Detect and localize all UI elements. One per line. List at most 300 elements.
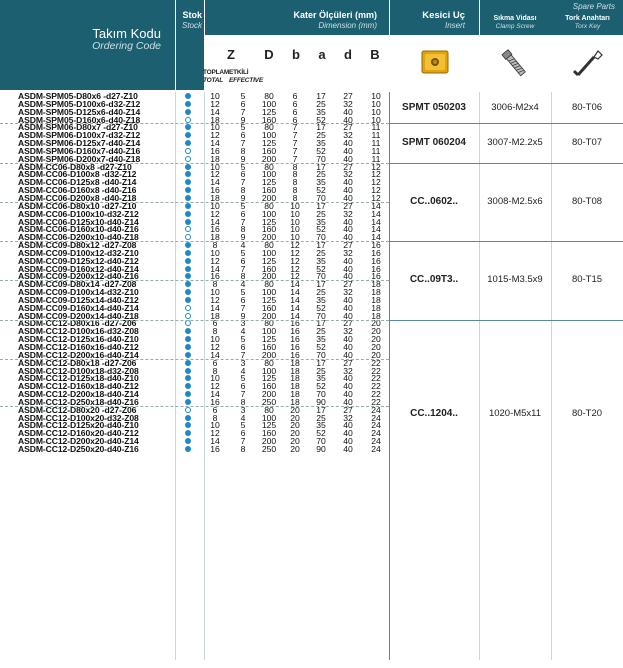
z-effective: 3 xyxy=(240,404,246,415)
row-subgroup-divider xyxy=(0,202,389,203)
col-b: b xyxy=(292,47,300,62)
z-effective: 6 xyxy=(240,294,246,305)
dim-a: 52 xyxy=(316,185,326,196)
dim-b: 7 xyxy=(292,138,298,149)
z-total: 14 xyxy=(210,349,220,360)
z-effective: 5 xyxy=(240,334,246,345)
dim-b: 16 xyxy=(290,349,300,360)
dim-D: 125 xyxy=(261,177,277,188)
z-effective: 9 xyxy=(240,192,246,203)
spare-parts-cells xyxy=(480,15,623,92)
z-effective: 4 xyxy=(240,326,246,337)
ordering-code: ASDM-CC09-D80x12 -d27-Z08 xyxy=(18,240,137,251)
col-a: a xyxy=(318,47,326,62)
z-total: 8 xyxy=(212,365,218,376)
dim-D: 80 xyxy=(264,200,274,211)
dim-a: 25 xyxy=(316,287,326,298)
dim-B: 16 xyxy=(371,240,381,251)
dim-B: 22 xyxy=(371,389,381,400)
dim-d: 40 xyxy=(343,443,353,454)
z-effective: 6 xyxy=(240,255,246,266)
dim-D: 100 xyxy=(261,287,277,298)
dim-b: 8 xyxy=(292,169,298,180)
z-effective: 4 xyxy=(240,240,246,251)
dim-B: 12 xyxy=(371,169,381,180)
z-total: 14 xyxy=(210,177,220,188)
z-total: 6 xyxy=(212,318,218,329)
z-effective: 7 xyxy=(240,389,246,400)
z-total: 14 xyxy=(210,436,220,447)
torx-key-icon xyxy=(568,43,608,83)
ordering-code: ASDM-CC09-D200x14-d40-Z18 xyxy=(18,310,139,321)
dim-a: 35 xyxy=(316,255,326,266)
dim-D: 100 xyxy=(261,365,277,376)
out-of-stock-icon xyxy=(185,156,191,162)
clamp-screw-subtitle: Clamp Screw xyxy=(495,23,535,30)
dim-a: 70 xyxy=(316,192,326,203)
row-subgroup-divider xyxy=(0,280,389,281)
in-stock-icon xyxy=(185,164,191,170)
z-total: 8 xyxy=(212,279,218,290)
dim-B: 11 xyxy=(371,122,381,133)
z-effective: 8 xyxy=(240,396,246,407)
dim-a: 90 xyxy=(316,443,326,454)
dim-a: 35 xyxy=(316,138,326,149)
in-stock-icon xyxy=(185,430,191,436)
z-total: 12 xyxy=(210,428,220,439)
z-total-label-en: TOTAL xyxy=(203,77,224,84)
dim-d: 27 xyxy=(343,161,353,172)
z-effective: 8 xyxy=(240,145,246,156)
dim-D: 100 xyxy=(261,326,277,337)
ordering-code: ASDM-SPM05-D80x6 -d27-Z10 xyxy=(18,91,138,101)
dim-a: 35 xyxy=(316,294,326,305)
z-total: 12 xyxy=(210,294,220,305)
ordering-code: ASDM-CC06-D80x8 -d27-Z10 xyxy=(18,161,132,172)
dim-a: 25 xyxy=(316,130,326,141)
dim-D: 100 xyxy=(261,247,277,258)
torx-key-code: 80-T06 xyxy=(571,101,603,113)
z-effective: 5 xyxy=(240,122,246,133)
z-total: 12 xyxy=(210,169,220,180)
dim-B: 11 xyxy=(371,138,381,149)
stock-subtitle: Stock xyxy=(181,21,202,30)
z-total: 12 xyxy=(210,255,220,266)
ordering-code: ASDM-CC06-D80x10 -d27-Z10 xyxy=(18,200,137,211)
in-stock-icon xyxy=(185,187,191,193)
in-stock-icon xyxy=(185,273,191,279)
dim-d: 27 xyxy=(343,91,353,101)
dim-b: 10 xyxy=(290,200,300,211)
in-stock-icon xyxy=(185,124,191,130)
dim-B: 22 xyxy=(371,381,381,392)
clamp-screw-code: 3006-M2x4 xyxy=(491,101,539,113)
dim-d: 40 xyxy=(343,138,353,149)
z-effective: 5 xyxy=(240,247,246,258)
ordering-code: ASDM-CC06-D125x8 -d40-Z14 xyxy=(18,177,137,188)
torx-key-code: 80-T08 xyxy=(571,195,603,207)
ordering-code: ASDM-SPM06-D125x7-d40-Z14 xyxy=(18,138,141,149)
dim-D: 200 xyxy=(261,349,277,360)
z-effective-label-en: EFFECTIVE xyxy=(229,77,263,84)
dim-b: 8 xyxy=(292,185,298,196)
ordering-code: ASDM-CC09-D200x12-d40-Z16 xyxy=(18,271,139,282)
z-total: 6 xyxy=(212,404,218,415)
torx-key-subtitle: Torx Key xyxy=(574,23,601,30)
dim-D: 125 xyxy=(261,373,277,384)
out-of-stock-icon xyxy=(185,407,191,413)
dim-B: 16 xyxy=(371,247,381,258)
dim-d: 40 xyxy=(343,294,353,305)
in-stock-icon xyxy=(185,352,191,358)
out-of-stock-icon xyxy=(185,313,191,319)
dim-D: 125 xyxy=(261,255,277,266)
ordering-code: ASDM-SPM05-D160x6-d40-Z18 xyxy=(18,114,141,125)
dimensions-subtitle: Dimension (mm) xyxy=(318,21,377,30)
dim-B: 20 xyxy=(371,349,381,360)
row-group-divider xyxy=(0,123,389,124)
ordering-code: ASDM-SPM06-D80x7 -d27-Z10 xyxy=(18,122,138,133)
in-stock-icon xyxy=(185,336,191,342)
dim-B: 22 xyxy=(371,373,381,384)
dim-b: 7 xyxy=(292,130,298,141)
dim-b: 12 xyxy=(290,271,300,282)
z-effective: 5 xyxy=(240,161,246,172)
in-stock-icon xyxy=(185,250,191,256)
ordering-code-title: Takım Kodu xyxy=(92,26,161,41)
z-total: 18 xyxy=(210,310,220,321)
dim-b: 10 xyxy=(290,232,300,243)
dim-D: 160 xyxy=(261,302,277,313)
dim-D: 80 xyxy=(264,161,274,172)
dim-B: 24 xyxy=(371,404,381,415)
dim-d: 32 xyxy=(343,412,353,423)
dim-d: 40 xyxy=(343,436,353,447)
dim-b: 14 xyxy=(290,310,300,321)
dim-D: 100 xyxy=(261,169,277,180)
table-row xyxy=(0,445,623,453)
insert-code: CC..0602.. xyxy=(410,195,458,207)
group-divider xyxy=(389,241,623,242)
dim-D: 125 xyxy=(261,334,277,345)
z-total: 18 xyxy=(210,232,220,243)
dim-D: 160 xyxy=(261,114,277,125)
ordering-code: ASDM-SPM06-D200x7-d40-Z18 xyxy=(18,153,141,164)
dim-d: 40 xyxy=(343,342,353,352)
z-total: 14 xyxy=(210,106,220,117)
col-B: B xyxy=(370,47,380,62)
z-total: 12 xyxy=(210,208,220,219)
in-stock-icon xyxy=(185,438,191,444)
dim-a: 52 xyxy=(316,342,326,352)
dim-b: 14 xyxy=(290,279,300,290)
group-divider xyxy=(389,123,623,124)
z-total: 16 xyxy=(210,224,220,235)
dim-D: 160 xyxy=(261,185,277,196)
z-effective: 6 xyxy=(240,428,246,439)
ordering-code: ASDM-CC06-D100x8 -d32-Z12 xyxy=(18,169,137,180)
square-insert-icon xyxy=(420,47,450,77)
dim-d: 40 xyxy=(343,428,353,439)
in-stock-icon xyxy=(185,422,191,428)
dim-a: 17 xyxy=(316,240,326,251)
dim-B: 10 xyxy=(371,114,381,125)
dim-a: 17 xyxy=(316,318,326,329)
z-total: 16 xyxy=(210,396,220,407)
in-stock-icon xyxy=(185,93,191,99)
dim-d: 40 xyxy=(343,255,353,266)
dim-a: 35 xyxy=(316,373,326,384)
z-total: 10 xyxy=(210,334,220,345)
dim-d: 40 xyxy=(343,373,353,384)
group-divider xyxy=(389,320,623,321)
header-ordering-code xyxy=(0,0,175,90)
row-group-divider xyxy=(0,163,389,164)
dim-B: 20 xyxy=(371,326,381,337)
z-effective: 5 xyxy=(240,373,246,384)
row-subgroup-divider xyxy=(0,359,389,360)
in-stock-icon xyxy=(185,258,191,264)
dim-b: 8 xyxy=(292,177,298,188)
z-total: 16 xyxy=(210,145,220,156)
dim-D: 80 xyxy=(264,91,274,101)
dim-b: 6 xyxy=(292,91,298,101)
dim-b: 8 xyxy=(292,161,298,172)
dim-b: 20 xyxy=(290,412,300,423)
z-total: 8 xyxy=(212,412,218,423)
dim-d: 40 xyxy=(343,192,353,203)
ordering-code: ASDM-CC06-D125x10-d40-Z14 xyxy=(18,216,139,227)
dim-d: 40 xyxy=(343,420,353,431)
z-total-label: TOPLAM xyxy=(203,69,230,76)
z-total: 16 xyxy=(210,185,220,196)
dim-a: 25 xyxy=(316,98,326,109)
clamp-screw-code: 3007-M2.2x5 xyxy=(487,137,543,149)
ordering-code: ASDM-CC12-D200x16-d40-Z14 xyxy=(18,349,139,360)
stock-title: Stok xyxy=(182,10,202,20)
ordering-code: ASDM-CC12-D80x18 -d27-Z06 xyxy=(18,357,137,368)
z-effective: 7 xyxy=(240,302,246,313)
dim-a: 17 xyxy=(316,122,326,133)
dim-a: 70 xyxy=(316,389,326,400)
dim-d: 40 xyxy=(343,334,353,345)
dim-b: 16 xyxy=(290,326,300,337)
dim-d: 27 xyxy=(343,279,353,290)
dim-d: 40 xyxy=(343,396,353,407)
in-stock-icon xyxy=(185,242,191,248)
ordering-code: ASDM-CC06-D160x10-d40-Z16 xyxy=(18,224,139,235)
header-stock xyxy=(176,0,204,90)
in-stock-icon xyxy=(185,360,191,366)
ordering-code: ASDM-CC12-D125x18-d40-Z10 xyxy=(18,373,139,384)
ordering-code: ASDM-SPM06-D100x7-d32-Z12 xyxy=(18,130,141,141)
dim-D: 80 xyxy=(264,357,274,368)
dim-b: 18 xyxy=(290,357,300,368)
insert-code: CC..1204.. xyxy=(410,407,458,419)
dim-a: 52 xyxy=(316,145,326,156)
ordering-code: ASDM-CC09-D100x12-d32-Z10 xyxy=(18,247,139,258)
clamp-screw-code: 1015-M3.5x9 xyxy=(487,274,543,286)
dim-D: 160 xyxy=(261,145,277,156)
dim-D: 160 xyxy=(261,263,277,274)
dim-a: 52 xyxy=(316,381,326,392)
dim-B: 10 xyxy=(371,98,381,109)
dim-d: 27 xyxy=(343,240,353,251)
dim-D: 160 xyxy=(261,342,277,352)
dim-a: 25 xyxy=(316,365,326,376)
dim-d: 27 xyxy=(343,318,353,329)
dim-b: 16 xyxy=(290,334,300,345)
dim-B: 18 xyxy=(371,279,381,290)
dim-b: 7 xyxy=(292,122,298,133)
ordering-code: ASDM-CC12-D160x18-d40-Z12 xyxy=(18,381,139,392)
dim-a: 52 xyxy=(316,114,326,125)
torx-key-code: 80-T07 xyxy=(571,137,603,149)
in-stock-icon xyxy=(185,415,191,421)
in-stock-icon xyxy=(185,375,191,381)
dim-b: 20 xyxy=(290,404,300,415)
dim-B: 22 xyxy=(371,396,381,407)
z-total: 6 xyxy=(212,357,218,368)
dim-D: 160 xyxy=(261,428,277,439)
z-effective: 8 xyxy=(240,443,246,454)
dim-d: 32 xyxy=(343,365,353,376)
dim-a: 70 xyxy=(316,349,326,360)
dim-B: 16 xyxy=(371,263,381,274)
clamp-screw-header xyxy=(480,13,550,33)
dim-b: 6 xyxy=(292,98,298,109)
dim-a: 17 xyxy=(316,161,326,172)
dim-d: 40 xyxy=(343,224,353,235)
dim-a: 70 xyxy=(316,232,326,243)
ordering-code: ASDM-CC12-D80x20 -d27-Z06 xyxy=(18,404,137,415)
z-total: 14 xyxy=(210,216,220,227)
z-total: 16 xyxy=(210,443,220,454)
ordering-code: ASDM-CC12-D160x16-d40-Z12 xyxy=(18,342,139,352)
dim-B: 10 xyxy=(371,106,381,117)
in-stock-icon xyxy=(185,195,191,201)
z-effective: 9 xyxy=(240,153,246,164)
in-stock-icon xyxy=(185,171,191,177)
insert-image-cell xyxy=(390,35,479,92)
out-of-stock-icon xyxy=(185,117,191,123)
dim-B: 16 xyxy=(371,255,381,266)
z-total: 10 xyxy=(210,122,220,133)
dim-b: 12 xyxy=(290,255,300,266)
dim-a: 17 xyxy=(316,200,326,211)
ordering-code-subtitle: Ordering Code xyxy=(92,40,161,52)
dim-b: 14 xyxy=(290,294,300,305)
dim-d: 40 xyxy=(343,232,353,243)
dim-d: 32 xyxy=(343,247,353,258)
z-effective: 4 xyxy=(240,365,246,376)
dim-B: 16 xyxy=(371,271,381,282)
ordering-code: ASDM-CC12-D250x18-d40-Z16 xyxy=(18,396,139,407)
z-effective: 7 xyxy=(240,138,246,149)
dim-a: 17 xyxy=(316,404,326,415)
ordering-code: ASDM-CC06-D160x8 -d40-Z16 xyxy=(18,185,137,196)
z-effective: 4 xyxy=(240,412,246,423)
dim-b: 10 xyxy=(290,224,300,235)
z-effective: 6 xyxy=(240,130,246,141)
dim-a: 35 xyxy=(316,420,326,431)
in-stock-icon xyxy=(185,266,191,272)
z-effective: 6 xyxy=(240,208,246,219)
dim-b: 16 xyxy=(290,342,300,352)
dim-b: 14 xyxy=(290,302,300,313)
spare-parts-title: Spare Parts xyxy=(572,2,615,11)
screw-icon xyxy=(494,43,534,83)
z-effective: 5 xyxy=(240,287,246,298)
out-of-stock-icon xyxy=(185,226,191,232)
dim-D: 200 xyxy=(261,389,277,400)
dim-B: 22 xyxy=(371,365,381,376)
out-of-stock-icon xyxy=(185,320,191,326)
z-total: 18 xyxy=(210,192,220,203)
dim-D: 80 xyxy=(264,240,274,251)
z-total: 14 xyxy=(210,389,220,400)
dim-B: 20 xyxy=(371,342,381,352)
z-effective: 9 xyxy=(240,114,246,125)
out-of-stock-icon xyxy=(185,305,191,311)
ordering-code: ASDM-CC09-D125x14-d40-Z12 xyxy=(18,294,139,305)
in-stock-icon xyxy=(185,132,191,138)
z-total: 10 xyxy=(210,200,220,211)
dim-D: 100 xyxy=(261,98,277,109)
ordering-code: ASDM-CC12-D100x16-d32-Z08 xyxy=(18,326,139,337)
dim-b: 6 xyxy=(292,114,298,125)
z-effective: 6 xyxy=(240,98,246,109)
z-total: 10 xyxy=(210,373,220,384)
dim-B: 14 xyxy=(371,224,381,235)
ordering-code: ASDM-CC12-D100x20-d32-Z08 xyxy=(18,412,139,423)
clamp-screw-title: Sıkma Vidası xyxy=(493,15,537,22)
dim-d: 32 xyxy=(343,169,353,180)
dim-B: 11 xyxy=(371,153,381,164)
z-effective: 3 xyxy=(240,318,246,329)
dim-d: 40 xyxy=(343,349,353,360)
ordering-code: ASDM-CC12-D250x20-d40-Z16 xyxy=(18,443,139,454)
dim-a: 25 xyxy=(316,208,326,219)
col-D: D xyxy=(264,47,274,62)
dim-d: 40 xyxy=(343,153,353,164)
dim-B: 14 xyxy=(371,216,381,227)
dim-d: 40 xyxy=(343,271,353,282)
dim-D: 125 xyxy=(261,216,277,227)
ordering-code: ASDM-SPM06-D160x7-d40-Z16 xyxy=(18,145,141,156)
dim-a: 35 xyxy=(316,177,326,188)
dim-B: 22 xyxy=(371,357,381,368)
group-divider xyxy=(389,163,623,164)
dim-d: 40 xyxy=(343,263,353,274)
z-total: 12 xyxy=(210,381,220,392)
dim-a: 90 xyxy=(316,396,326,407)
dim-b: 12 xyxy=(290,263,300,274)
dim-d: 27 xyxy=(343,122,353,133)
torx-key-code: 80-T20 xyxy=(571,407,603,419)
dim-D: 125 xyxy=(261,294,277,305)
dim-D: 200 xyxy=(261,153,277,164)
in-stock-icon xyxy=(185,391,191,397)
ordering-code: ASDM-CC06-D200x10-d40-Z18 xyxy=(18,232,139,243)
dim-B: 24 xyxy=(371,443,381,454)
dim-D: 200 xyxy=(261,310,277,321)
dim-a: 25 xyxy=(316,326,326,337)
in-stock-icon xyxy=(185,219,191,225)
in-stock-icon xyxy=(185,140,191,146)
dim-d: 32 xyxy=(343,208,353,219)
ordering-code: ASDM-CC09-D160x14-d40-Z14 xyxy=(18,302,139,313)
